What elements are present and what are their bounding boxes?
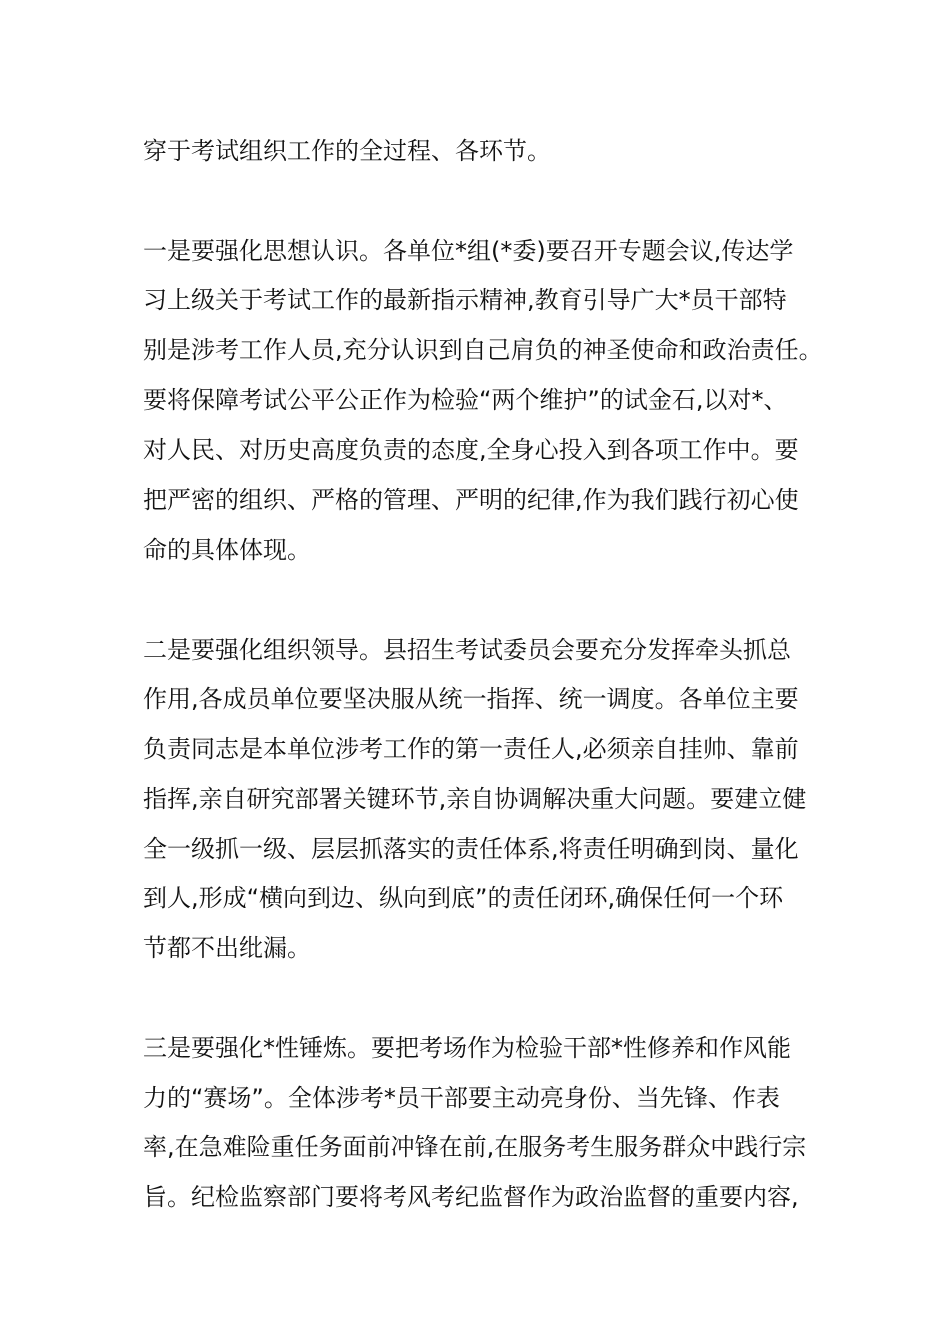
text-line: 指挥,亲自研究部署关键环节,亲自协调解决重大问题。要建立健 bbox=[143, 785, 807, 813]
text-line: 全一级抓一级、层层抓落实的责任体系,将责任明确到岗、量化 bbox=[143, 835, 799, 863]
text-line: 穿于考试组织工作的全过程、各环节。 bbox=[143, 137, 551, 165]
text-line: 到人,形成“横向到边、纵向到底”的责任闭环,确保任何一个环 bbox=[143, 884, 784, 912]
text-line: 要将保障考试公平公正作为检验“两个维护”的试金石,以对*、 bbox=[143, 386, 788, 414]
text-line: 命的具体体现。 bbox=[143, 536, 311, 564]
text-line: 旨。纪检监察部门要将考风考纪监督作为政治监督的重要内容, bbox=[143, 1183, 799, 1211]
text-line: 节都不出纰漏。 bbox=[143, 934, 311, 962]
text-line: 习上级关于考试工作的最新指示精神,教育引导广大*员干部特 bbox=[143, 286, 787, 314]
text-line: 二是要强化组织领导。县招生考试委员会要充分发挥牵头抓总 bbox=[143, 636, 791, 664]
text-line: 把严密的组织、严格的管理、严明的纪律,作为我们践行初心使 bbox=[143, 486, 799, 514]
text-line: 对人民、对历史高度负责的态度,全身心投入到各项工作中。要 bbox=[143, 436, 799, 464]
text-line: 别是涉考工作人员,充分认识到自己肩负的神圣使命和政治责任。 bbox=[143, 336, 823, 364]
text-line: 力的“赛场”。全体涉考*员干部要主动亮身份、当先锋、作表 bbox=[143, 1084, 780, 1112]
text-line: 率,在急难险重任务面前冲锋在前,在服务考生服务群众中践行宗 bbox=[143, 1133, 807, 1161]
text-line: 作用,各成员单位要坚决服从统一指挥、统一调度。各单位主要 bbox=[143, 685, 799, 713]
text-line: 三是要强化*性锤炼。要把考场作为检验干部*性修养和作风能 bbox=[143, 1034, 791, 1062]
text-line: 负责同志是本单位涉考工作的第一责任人,必须亲自挂帅、靠前 bbox=[143, 735, 799, 763]
text-line: 一是要强化思想认识。各单位*组(*委)要召开专题会议,传达学 bbox=[143, 237, 794, 265]
